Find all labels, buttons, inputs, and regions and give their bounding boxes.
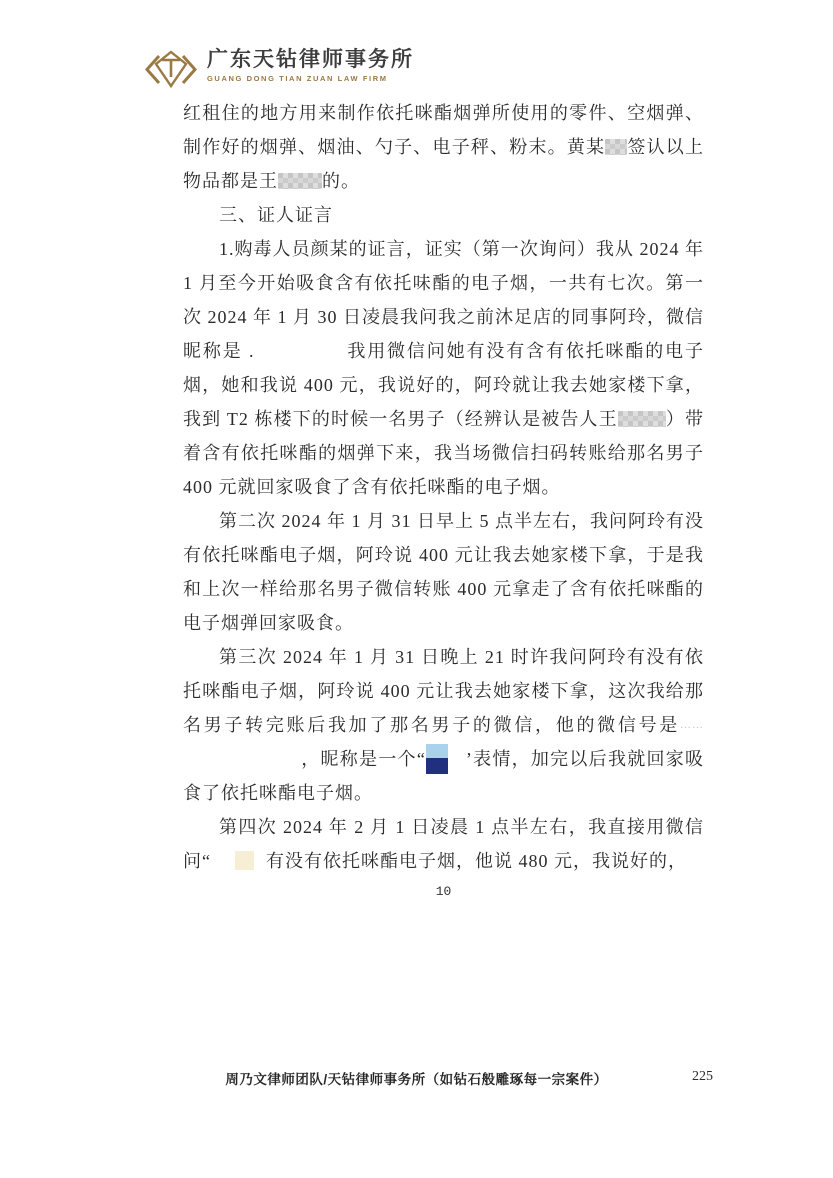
footer-firm-line: 周乃文律师团队/天钻律师事务所（如钻石般雕琢每一宗案件） bbox=[225, 1072, 608, 1087]
inner-page-number: 10 bbox=[435, 884, 452, 899]
footer-page-number: 225 bbox=[692, 1069, 713, 1084]
diamond-T-logo-icon bbox=[144, 49, 198, 89]
redaction-blur bbox=[278, 173, 322, 189]
redaction-faint-text: …… bbox=[680, 719, 704, 731]
redaction-blank bbox=[448, 755, 466, 765]
para-second-purchase: 第二次 2024 年 1 月 31 日早上 5 点半左右，我问阿玲有没有依托咪酯电子烟，阿玲说 400 元让我去她家楼下拿，于是我和上次一样给那名男子微信转账 400 元拿走了含有依托咪酯的电子烟弹回家吸食。 bbox=[183, 511, 704, 633]
redacted-emoji-yellow bbox=[235, 851, 254, 870]
law-firm-logo-text bbox=[207, 48, 414, 83]
para-exhibit-items: 红租住的地方用来制作依托咪酯烟弹所使用的零件、空烟弹、制作好的烟弹、烟油、勺子、电子秤、粉末。黄某 签认以上物品都是王 的。 bbox=[183, 103, 705, 191]
redaction-blank bbox=[254, 347, 346, 357]
para-fourth-purchase: 第四次 2024 年 2 月 1 日凌晨 1 点半左右，我直接用微信问“ 有没有依托咪酯电子烟，他说 480 元，我说好的， bbox=[183, 817, 704, 871]
law-firm-name-chinese: 广东天钻律师事务所 bbox=[207, 48, 414, 71]
document-body bbox=[183, 96, 704, 878]
law-firm-logo bbox=[144, 48, 414, 89]
redacted-emoji-blue bbox=[426, 744, 448, 774]
redaction-blank bbox=[211, 857, 235, 867]
heading-witness-testimony: 三、证人证言 bbox=[219, 205, 333, 225]
page-footer bbox=[0, 1068, 833, 1090]
para-first-purchase: 1.购毒人员颜某的证言，证实（第一次询问）我从 2024 年 1 月至今开始吸食含有依托味酯的电子烟，一共有七次。第一次 2024 年 1 月 30 日凌晨我问我之前沐足店的同事阿玲，微信昵称是 . 我用微信问她有没有含有依托咪酯的电子烟，她和我说 400 元，我说好的，阿玲就让我去她家楼下拿，我到 T2 栋楼下的时候一名男子（经辨认是被告人王 ）带着含有依托咪酯的烟弹下来，我当场微信扫码转账给那名男子 400 元就回家吸食了含有依托咪酯的电子烟。 bbox=[183, 239, 705, 497]
redaction-blur bbox=[618, 411, 666, 427]
redaction-blur bbox=[605, 139, 627, 155]
law-firm-name-english: GUANG DONG TIAN ZUAN LAW FIRM bbox=[207, 74, 388, 84]
redaction-blank bbox=[183, 755, 301, 765]
para-third-purchase: 第三次 2024 年 1 月 31 日晚上 21 时许我问阿玲有没有依托咪酯电子烟，阿玲说 400 元让我去她家楼下拿，这次我给那名男子转完账后我加了那名男子的微信，他的微信号是……，昵称是一个“ ’表情，加完以后我就回家吸食了依托咪酯电子烟。 bbox=[183, 647, 704, 803]
redaction-blank bbox=[254, 857, 266, 867]
